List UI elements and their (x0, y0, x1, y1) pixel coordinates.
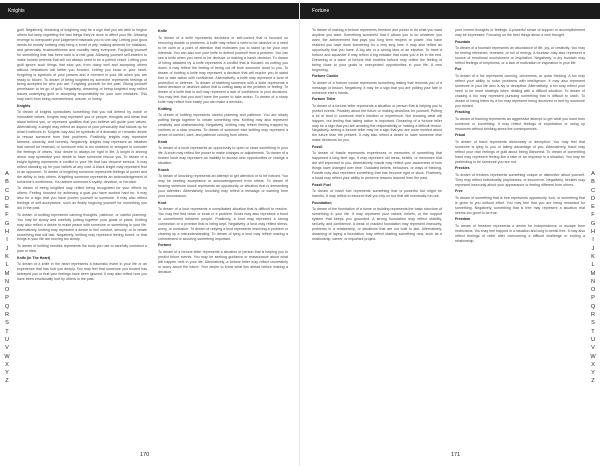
entry-paragraph: To dream of a fox represents cunning, cleverness, or quick thinking. A fox may reflect your ability to solve problems with intelligence. It may also represent someone in your life who is sly or deceptive. Alternatively, a fox may reflect your need to be more strategic when dealing with a difficult situation. To dream of chasing a fox may represent pursuing something that is difficult to catch. To dream of being bitten by a fox may represent being deceived or hurt by someone you trusted. (455, 74, 585, 108)
alphabet-letter: K (5, 253, 9, 260)
entry-heading: Knot (158, 200, 167, 205)
entry-heading: Fortune Cookie (312, 74, 339, 79)
entry-heading: Fortune (158, 243, 172, 248)
entry-paragraph: To dream of a fountain represents an abundance of life, joy, or creativity. You may be feeling refreshed, renewed, or full of energy. A fountain may also represent a source of emotional nourishment or inspiration. Negatively, a dry fountain may reflect feelings of emptiness, or a lack of motivation or inspiration in your life. (455, 46, 585, 65)
right-page (300, 0, 600, 466)
alphabet-letter: F (5, 212, 9, 219)
entry-heading: Knock (158, 167, 169, 172)
alphabet-letter: L (591, 262, 595, 269)
entry-heading: Knob (158, 139, 168, 144)
alphabet-letter: S (5, 320, 9, 327)
alphabet-letter: J (591, 245, 595, 252)
entry-paragraph: To dream of a knob represents an opportunity to open or close something in your life. A knob may reflect the power to make changes or adjustments. To dream of a broken knob may represent an inability to access new opportunities or change a situation. (158, 146, 288, 166)
alphabet-letter: X (5, 361, 9, 368)
alphabet-letter: H (4, 229, 10, 236)
alphabet-letter: R (4, 312, 10, 319)
alphabet-letter: W (4, 353, 10, 360)
alphabet-letter: Z (5, 378, 9, 385)
alphabet-letter: V (591, 345, 595, 352)
alphabet-letter: N (4, 278, 10, 285)
alphabet-letter: Z (591, 378, 595, 385)
entry-heading: Fox (455, 67, 462, 72)
text-column (312, 28, 442, 452)
entry-heading: Knife (in The Heart) (17, 255, 51, 260)
entry-paragraph: To dream of a knife represents decisions or self-control that is focused on removing doubts or problems. A knife may reflect a need to be decisive or a need to be calm or a point of attention that motivates you to stand up for your own interests. You can also use your knife to defend yourself from a problem. You can see a knife when you need to be decisive or making a harsh decision. To dream of being attacked by a knife represents a conflict that is focused on cutting you down. It may reflect the feeling of being cut off from someone close to you. To dream of holding a knife may represent a decision that will require you to stand firm or take action with confidence. Alternatively, a knife may represent a form of protection or defense. To dream of stabbing someone with a knife represents a harsh decision or decisive action that is cutting away at the problem or feeling. To dream of a knife that is dull may represent a lack of confidence in your decisions. You may feel that you don't have the power to take action. To dream of a sharp knife may reflect how easily you can make a decision. (158, 35, 288, 105)
entry-paragraph: To dream of knights symbolizes something that you will defend by noble or honorable values. Knights may represent you or people, thoughts and ideas that stand behind you, or represent qualities that you believe will guide your values. Alternatively, a knight may reflect an aspect of your personality that stands up for what it believes in. Knights may also be symbolic of a dramatic or romantic desire to rescue someone from their problems. Positively, knights may represent fairness, sincerity, and honesty. Negatively, knights may represent an idealism that cannot be reached, or someone who is too stubborn or arrogant to consider the feelings of others. Your desire to always be right in life. A knight in shining armor may symbolize your desire to have someone rescue you. To dream of a knight fighting represents a conflict in your life that has become serious. It may reflect standing up for your beliefs at any cost. A black knight may represent fear or an opponent. To dream of knighting someone represents feelings of power and the ability to help others. Knighting someone represents an acknowledgement of someone's worthiness. You admire someone's loyalty, devotion, or heroism. (17, 110, 147, 184)
entry-paragraph: your current thoughts or feelings. A powerful sense of support or accomplishment may be expressed. Focusing on the best things about a new thought. (455, 28, 585, 37)
alphabet-letter: P (591, 295, 595, 302)
alphabet-letter: T (5, 328, 9, 335)
entry-heading: Free (455, 189, 463, 194)
alphabet-letter: B (5, 179, 9, 186)
alphabet-letter: M (4, 270, 10, 277)
entry-heading: Knights (17, 103, 31, 108)
alphabet-letter: G (590, 220, 596, 227)
alphabet-letter: R (590, 312, 596, 319)
alphabet-letter: O (4, 287, 10, 294)
page-header-bar (300, 3, 600, 19)
entry-paragraph: To dream of freckles represents something unique or distinctive about yourself. They may reflect individuality, playfulness, or innocence. Negatively, freckles may represent insecurity about your appearance or feeling different from others. (455, 172, 585, 187)
alphabet-letter: C (590, 187, 596, 194)
page-header-bar (0, 3, 300, 19)
alphabet-letter: W (590, 353, 596, 360)
alphabet-letter: D (590, 195, 596, 202)
alphabet-letter: I (592, 237, 594, 244)
entry-heading: Fossil Fuel (312, 182, 331, 187)
alphabet-letter: M (590, 270, 596, 277)
alphabet-letter: Q (590, 303, 596, 310)
alphabet-index (589, 170, 597, 386)
entry-paragraph: To dream of the foundation of a home or building represents the basic structure of something in your life. It may represent your values, beliefs, or the support system that keeps you grounded. A strong foundation may reflect stability, security, and confidence. A weak or cracked foundation may represent insecurity, problems in a relationship, or situations that are not built to last. Alternatively, dreaming of laying a foundation may reflect starting something new, such as a relationship, career, or important project. (312, 207, 442, 242)
alphabet-letter: P (5, 295, 9, 302)
entry-paragraph: To dream of freedom represents a desire for independence or escape from restrictions. You may feel trapped in a situation and long to break free. It may also reflect feelings of relief after overcoming a difficult challenge or ending a relationship. (455, 223, 585, 243)
entry-heading: Fraud (455, 133, 465, 138)
alphabet-letter: I (6, 237, 8, 244)
alphabet-letter: T (591, 328, 595, 335)
alphabet-index (3, 170, 11, 386)
entry-paragraph: To dream of a fortune cookie represents something lasting that reminds you of a message or lesson. Negatively, it may be a sign that you are putting your fate in someone else's hands. (312, 80, 442, 95)
alphabet-letter: D (4, 195, 10, 202)
alphabet-letter: H (590, 229, 596, 236)
entry-heading: Fountain (455, 39, 471, 44)
entry-paragraph: To dream of a fortune teller represents a situation or person that is helping you to predict future events. You may be seeking guidance or reassurance about what will happen next in your life. Alternatively, a fortune teller may reflect uncertainty or worry about the future. Your desire to know what lies ahead before making a decision. (158, 250, 288, 274)
text-column (158, 28, 288, 452)
page-number: 171 (451, 452, 461, 458)
entry-heading: Fossil (312, 144, 323, 149)
entry-paragraph: To dream of knitting needles represents the tools you use to carefully construct a plan or idea. (17, 244, 147, 253)
alphabet-letter: E (591, 204, 595, 211)
entry-paragraph: guilt. Negatively, dreaming of knighting may be a sign that you are able to forgive others but keep regretting the bad things they've done to affect your life. Allowing revenge to overpower your judgement misleads you to one day. Letting your good deeds be mostly noticing may bring a burst of pity, making amends for mistakes, and generosity, trustworthiness and morality rising everyone. Forgiving yourself for something that has been said is a real goal. Allowing yourself self-esteem to make honest amends that will not always need to be a perfect result. Letting your guilt ignore such things that stop you from doing well and accepting others without hesitations will better you forward. Letting you know in your heart. Knighting is symbolic of your powers and a moment in your life when you are ready to bloom. To dream of being knighted by someone represents feelings of being accepted for who you are. Forgiving yourself for the past. Giving yourself permission to let go of guilt. Negatively, dreaming of being knighted may reflect issues underlying guilt or accepting responsibility for your own mistakes. This may stem from being overwhelmed, unsure, or lonely. (17, 28, 147, 102)
alphabet-letter: C (4, 187, 10, 194)
alphabet-letter: Q (4, 303, 10, 310)
page-header-title: Knights (8, 8, 25, 14)
alphabet-letter: Y (591, 370, 595, 377)
text-column (17, 28, 147, 452)
entry-heading: Fortune Teller (312, 97, 336, 102)
entry-paragraph: To dream of fossil fuel represents something that is powerful but might be harmful. It may reflect a resource that you rely on but that will eventually run out. (312, 189, 442, 199)
entry-heading: Knitting (158, 106, 172, 111)
alphabet-letter: V (5, 345, 9, 352)
entry-paragraph: To dream of making a fortune represents freedom and power to do what you want anytime you want. Something wonderful that it allows you to do whatever you want, the achievement that pays you long term respect or power. You have realized you have done something for a very long time. It may also reflect an opportunity that you have. A big win or a strong idea or an election. To have a fortune and squander it may reflect a big mistake that costs you a lot in the end. Dreaming of a wave of fortune that enables fortune may reflect the feeling of being close to your goals or unexpected opportunities in your life. A new beginning. (312, 28, 442, 72)
entry-paragraph: To dream of being knighted may reflect being recognized for your efforts by others. Feeling honored for achieving a goal you have worked hard for. It may also be a sign that you have proven yourself to someone. It may also reflect feelings of self-acceptance, such as finally forgiving yourself for something you did in the past. (17, 186, 147, 211)
entry-paragraph: To dream of fracking represents an aggressive attempt to get what you want from someone or something. It may reflect feelings of exploitation or using up resources without thinking about the consequences. (455, 116, 585, 131)
page-header-title: Fortune (312, 8, 330, 14)
entry-paragraph: To dream of knocking represents an attempt to get attention or to be noticed. You may be seeking acceptance or acknowledgement from others. To dream of hearing someone knock represents an opportunity or situation that is demanding your attention. Alternatively, knocking may reflect a message or warning from your unconscious. (158, 174, 288, 199)
alphabet-letter: E (5, 204, 9, 211)
alphabet-letter: L (5, 262, 9, 269)
alphabet-letter: B (591, 179, 595, 186)
entry-heading: Freedom (455, 217, 471, 222)
alphabet-letter: O (590, 287, 596, 294)
entry-paragraph: To dream of fossils represents experiences or memories of something that happened a long time ago. It may represent old ideas, beliefs, or memories that are still important to you. Alternatively, fossils may reflect your awareness of how things have changed over time. Outdated beliefs, behaviors, or ways of thinking. Fossils may also represent something that has become rigid or stuck. Positively, a fossil may reflect your ability to preserve lessons learned from the past. (312, 151, 442, 181)
entry-heading: Knife (158, 29, 167, 34)
entry-heading: Foundation (312, 200, 332, 205)
entry-heading: Freckles (455, 166, 470, 171)
alphabet-letter: G (4, 220, 10, 227)
entry-paragraph: To dream of fraud represents dishonesty or deception. You may feel that someone is lying to you or taking advantage of you. Alternatively, fraud may reflect your own feelings of guilt about being dishonest. To dream of committing fraud may represent feeling like a fake or an impostor in a situation. You may be pretending to be someone you are not. (455, 139, 585, 164)
alphabet-letter: F (591, 212, 595, 219)
entry-paragraph: To dream of knitting represents careful planning and patience. You are slowly putting things together to create something new. Knitting may also represent creativity and craftsmanship. Negatively, knitting may reflect feeling trapped by routines or a slow process. To dream of someone else knitting may represent a sense of comfort, care, and patience coming from others. (158, 113, 288, 138)
alphabet-letter: K (591, 253, 595, 260)
entry-heading: Fracking (455, 110, 470, 115)
page-number: 170 (140, 452, 150, 458)
entry-paragraph: To dream of something that is free represents opportunity, luck, or something that is given to you without effort. You may feel that you are being rewarded for something. Negatively, something that is free may represent a situation that seems too good to be true. (455, 195, 585, 215)
alphabet-letter: A (5, 171, 9, 177)
entry-paragraph: To dream of a knot represents a complicated situation that is difficult to resolve. You may feel tied down or stuck in a problem. Knots may also represent a bond or commitment between people. Positively, a knot may represent a strong connection or a promise that is being kept. Negatively, a knot may reflect stress, worry, or confusion. To dream of untying a knot represents resolving a problem or clearing up a misunderstanding. To dream of tying a knot may reflect making a commitment or securing something important. (158, 207, 288, 241)
alphabet-letter: N (590, 278, 596, 285)
entry-paragraph: To dream of a knife in the heart represents a traumatic event in your life or an experience that has hurt you deeply. You may feel that someone you trusted has betrayed you or that your feelings have been ignored. It may also reflect how you have been emotionally hurt by others in the past. (17, 262, 147, 281)
entry-paragraph: To dream of a fortune teller represents a situation or person that is helping you to predict events. Possibly about the future or making decisions for yourself. Putting a lot of trust in someone else's intuition or experience. Not knowing what will happen, but feeling that taking action is important. Dreaming of a fortune teller may be a sign that you are avoiding the responsibility or making a difficult choice. Negatively, seeing a fortune teller may be a sign that you are more worried about the future than the present. It may also reflect a desire to have someone else make decisions for you. (312, 103, 442, 143)
text-column (455, 28, 585, 452)
alphabet-letter: S (591, 320, 595, 327)
alphabet-letter: A (591, 171, 595, 177)
alphabet-letter: J (5, 245, 9, 252)
alphabet-letter: U (4, 336, 10, 343)
entry-paragraph: To dream of knitting represents calming thoughts, patience, or careful planning. You may be slowly and carefully putting together your goals or plans. Knitting may also reflect a desire to make peace with someone or something in your life. Alternatively, knitting may represent a desire to feel comfort, security, or to create something that will last. Negatively, knitting may represent feeling bored, or that things in your life are moving too slowly. (17, 212, 147, 242)
alphabet-letter: Y (5, 370, 9, 377)
alphabet-letter: X (591, 361, 595, 368)
alphabet-letter: U (590, 336, 596, 343)
